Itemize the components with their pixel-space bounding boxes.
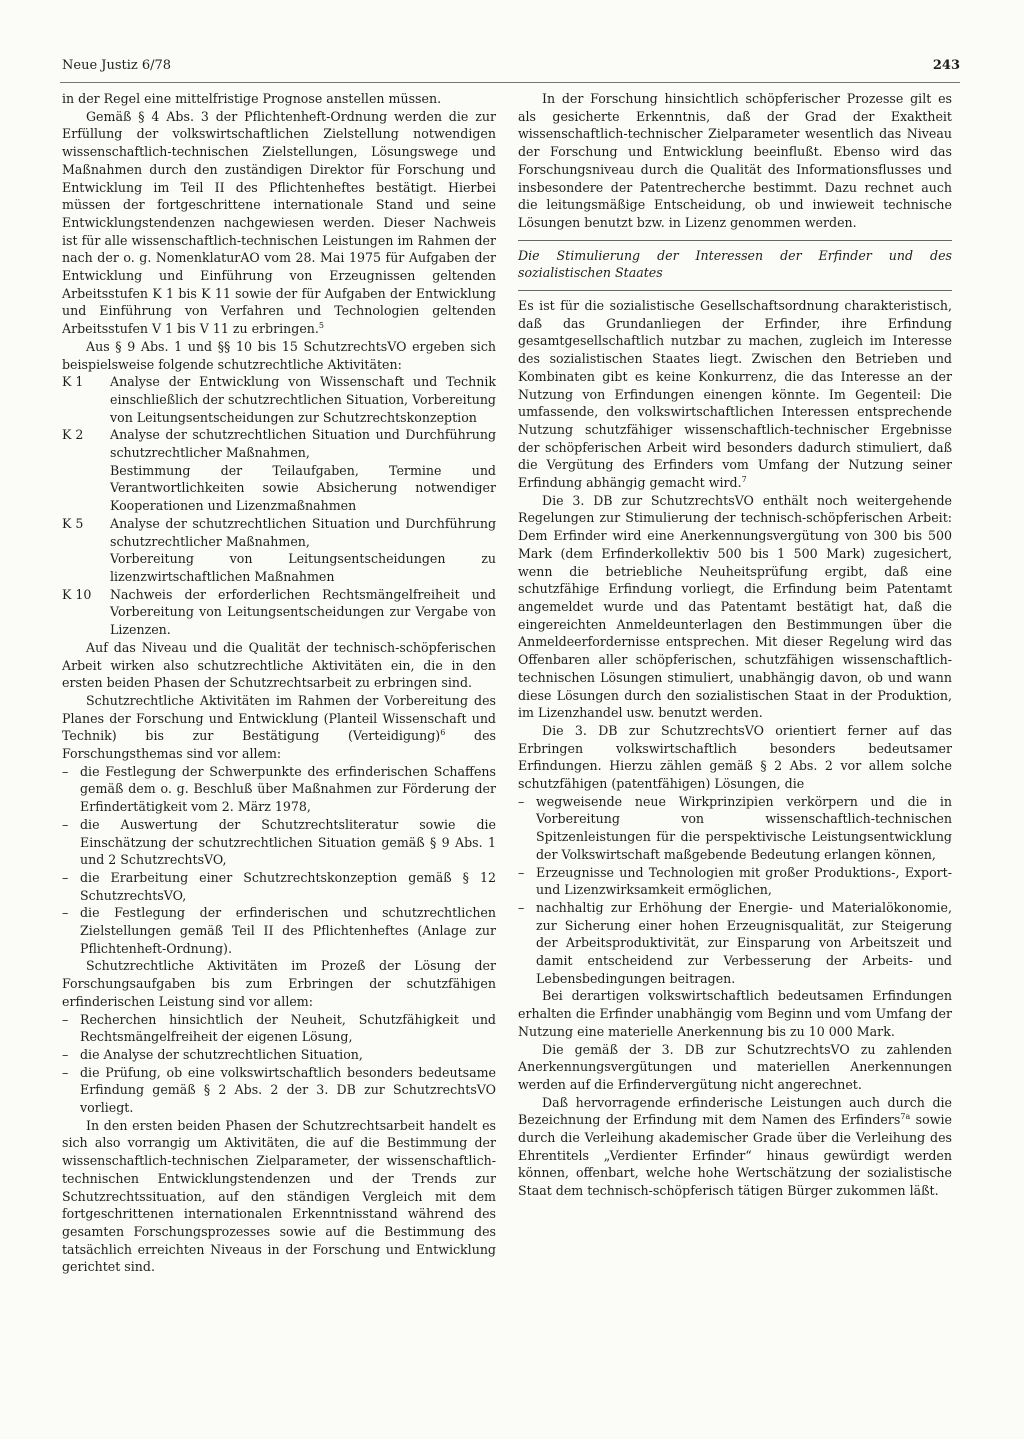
dash-item: – wegweisende neue Wirkprinzipien verkörpern und die in Vorbereitung von wissenschaftlich-technischen Spitzenleistungen für die perspektivische Leistungsentwicklung der Volkswirtschaft maßgebende Bedeutung erlangen können, (518, 793, 952, 862)
left-column (62, 90, 496, 1276)
item-text: Analyse der schutzrechtlichen Situation und Durchführung schutzrechtlicher Maßnahmen, (110, 515, 496, 549)
paragraph: Gemäß § 4 Abs. 3 der Pflichtenheft-Ordnung werden die zur Erfüllung der volkswirtschaftlichen Zielstellung notwendigen wissenschaftlich-technischen Zielstellungen, Lösungswege und Maßnahmen durch den zuständigen Direktor für Forschung und Entwicklung im Teil II des Pflichtenheftes bestätigt. Hierbei müssen der fortgeschrittene internationale Stand und seine Entwicklungstendenzen nachgewiesen werden. Dieser Nachweis ist für alle wissenschaftlich-technischen Leistungen im Rahmen der nach der o. g. NomenklaturAO vom 28. Mai 1975 für Aufgaben der Entwicklung und Einführung von Erzeugnissen geltenden Arbeitsstufen K 1 bis K 11 sowie der für Aufgaben der Entwicklung und Einführung von Verfahren und Technologien geltenden Arbeitsstufen V 1 bis V 11 zu erbringen.$^5$ (62, 108, 496, 337)
item-label: K 10 (62, 586, 92, 602)
item-text: Analyse der Entwicklung von Wissenschaft und Technik einschließlich der schutzrechtlichen Situation, Vorbereitung von Leitungsentscheidungen zur Schutzrechtskonzeption (110, 374, 496, 425)
footnote-ref: 7 (741, 474, 747, 484)
item-text: Analyse der schutzrechtlichen Situation und Durchführung schutzrechtlicher Maßnahmen, (110, 427, 496, 461)
dash-item: – die Auswertung der Schutzrechtsliteratur sowie die Einschätzung der schutzrechtlichen Situation gemäß § 9 Abs. 1 und 2 SchutzrechtsVO, (62, 816, 496, 868)
section-heading: Die Stimulierung der Interessen der Erfinder und des sozialistischen Staates (518, 247, 952, 281)
paragraph: In den ersten beiden Phasen der Schutzrechtsarbeit handelt es sich also vorrangig um Aktivitäten, die auf die Bestimmung der wissenschaftlich-technischen Zielparameter, der wissenschaftlich-technischen Entwicklungstendenzen und der Trends zur Schutzrechtssituation, auf den ständigen Vergleich mit dem fortgeschrittenen internationalen Erkenntnisstand während des gesamten Forschungsprozesses sowie auf die Bestimmung des tatsächlich erreichten Niveaus in der Forschung und Entwicklung gerichtet sind. (62, 1117, 496, 1275)
list-item (62, 515, 496, 550)
page-number: 243 (932, 58, 960, 73)
item-label: K 1 (62, 374, 84, 390)
right-column (518, 90, 952, 1200)
dash-item: – Erzeugnisse und Technologien mit großer Produktions-, Export- und Lizenzwirksamkeit ermöglichen, (518, 864, 952, 898)
dash-item: – nachhaltig zur Erhöhung der Energie- und Materialökonomie, zur Sicherung einer hohen Erzeugnisqualität, zur Steigerung der Arbeitsproduktivität, zur Einsparung von Arbeitszeit und damit entscheidend zur Verbesserung der Arbeits- und Lebensbedingungen beitragen. (518, 899, 952, 986)
paragraph: Die gemäß der 3. DB zur SchutzrechtsVO zu zahlenden Anerkennungsvergütungen und materiellen Anerkennungen werden auf die Erfindervergütung nicht angerechnet. (518, 1041, 952, 1092)
dash-item: – die Festlegung der Schwerpunkte des erfinderischen Schaffens gemäß dem o. g. Beschluß über Maßnahmen zur Förderung der Erfindertätigkeit vom 2. März 1978, (62, 763, 496, 815)
journal-title: Neue Justiz 6/78 (62, 58, 172, 73)
list-item (62, 426, 496, 461)
paragraph: Aus § 9 Abs. 1 und §§ 10 bis 15 SchutzrechtsVO ergeben sich beispielsweise folgende schutzrechtliche Aktivitäten: (62, 338, 496, 372)
running-header (60, 56, 960, 83)
paragraph: in der Regel eine mittelfristige Prognose anstellen müssen. (62, 91, 442, 106)
paragraph: Auf das Niveau und die Qualität der technisch-schöpferischen Arbeit wirken also schutzrechtliche Aktivitäten ein, die in den ersten beiden Phasen der Schutzrechtsarbeit zu erbringen sind. (62, 639, 496, 691)
item-text: Vorbereitung von Leitungsentscheidungen zu lizenzwirtschaftlichen Maßnahmen (110, 551, 496, 584)
section-divider (518, 290, 952, 291)
footnote-ref: 7a (900, 1112, 911, 1122)
paragraph: Die 3. DB zur SchutzrechtsVO enthält noch weitergehende Regelungen zur Stimulierung der technisch-schöpferischen Arbeit: Dem Erfinder wird eine Anerkennungsvergütung von 300 bis 500 Mark (dem Erfinderkollektiv 500 bis 1 500 Mark) zugesichert, wenn die betriebliche Neuheitsprüfung ergibt, daß eine schutzfähige Erfindung vorliegt, die Erfindung beim Patentamt angemeldet wurde und das Patentamt bestätigt hat, daß die eingereichten Anmeldeunterlagen den Bestimmungen über die Anmeldeerfordernisse entsprechen. Mit dieser Regelung wird das Offenbaren aller schöpferischen, schutzfähigen wissenschaftlich-technischen Lösungen stimuliert, unabhängig davon, ob und wann diese Lösungen durch den sozialistischen Staat in der Produktion, im Lizenzhandel usw. benutzt werden. (518, 492, 952, 721)
footnote-ref: 5 (318, 320, 325, 330)
item-text: Nachweis der erforderlichen Rechtsmängelfreiheit und Vorbereitung von Leitungsentscheidungen zur Vergabe von Lizenzen. (110, 586, 496, 638)
paragraph: In der Forschung hinsichtlich schöpferischer Prozesse gilt es als gesicherte Erkenntnis, daß der Grad der Exaktheit wissenschaftlich-technischer Zielparameter wesentlich das Niveau der Forschung und Entwicklung beeinflußt. Ebenso wird das Forschungsniveau durch die Qualität des Informationsflusses und insbesondere der Patentrecherche bestimmt. Dazu rechnet auch die leitungsmäßige Entscheidung, ob und inwieweit technische Lösungen benutzt bzw. in Lizenz genommen werden. (518, 91, 952, 230)
section-divider (518, 240, 952, 241)
paragraph: Es ist für die sozialistische Gesellschaftsordnung charakteristisch, daß das Grundanliegen der Erfinder, ihre Erfindung gesamtgesellschaftlich nutzbar zu machen, zugleich im Interesse des sozialistischen Staates liegt. Zwischen den Betrieben und Kombinaten gibt es keine Konkurrenz, die das Interesse an der Nutzung von Erfindungen einengen könnte. Im Gegenteil: Die umfassende, den volkswirtschaftlichen Interessen entsprechende Nutzung schutzfähiger wissenschaftlich-technischer Ergebnisse der schöpferischen Arbeit wird besonders dadurch stimuliert, daß die Vergütung des Erfinders vom Umfang der Nutzung seiner Erfindung abhängig gemacht wird.$^7$ (518, 298, 952, 491)
paragraph: Schutzrechtliche Aktivitäten im Rahmen der Vorbereitung des Planes der Forschung und Entwicklung (Planteil Wissenschaft und Technik) bis zur Bestätigung (Verteidigung)$^6$ des Forschungsthemas sind vor allem: (62, 692, 496, 762)
paragraph: Daß hervorragende erfinderische Leistungen auch durch die Bezeichnung der Erfindung mit dem Namen des Erfinders$^{7a}$ sowie durch die Verleihung akademischer Grade über die Verleihung des Ehrentitels „Verdienter Erfinder“ hinaus gewürdigt werden können, offenbart, welche hohe Wertschätzung der sozialistische Staat dem technisch-schöpferisch tätigen Bürger zukommen läßt. (518, 1094, 952, 1199)
dash-item: – die Analyse der schutzrechtlichen Situation, (62, 1046, 363, 1062)
item-label: K 5 (62, 515, 84, 531)
paragraph: Die 3. DB zur SchutzrechtsVO orientiert ferner auf das Erbringen volkswirtschaftlich besonders bedeutsamer Erfindungen. Hierzu zählen gemäß § 2 Abs. 2 vor allem solche schutzfähigen (patentfähigen) Lösungen, die (518, 722, 952, 792)
item-text: Bestimmung der Teilaufgaben, Termine und Verantwortlichkeiten sowie Absicherung notwendiger Kooperationen und Lizenzmaßnahmen (110, 462, 496, 514)
dash-item: – die Prüfung, ob eine volkswirtschaftlich besonders bedeutsame Erfindung gemäß § 2 Abs. 2 der 3. DB zur SchutzrechtsVO vorliegt. (62, 1064, 496, 1116)
list-item (62, 373, 496, 426)
item-label: K 2 (62, 427, 84, 443)
dash-item: – Recherchen hinsichtlich der Neuheit, Schutzfähigkeit und Rechtsmängelfreiheit der eigenen Lösung, (62, 1011, 496, 1045)
list-item (62, 586, 496, 639)
paragraph: Schutzrechtliche Aktivitäten im Prozeß der Lösung der Forschungsaufgaben bis zum Erbringen der schutzfähigen erfinderischen Leistung sind vor allem: (62, 958, 496, 1009)
paragraph: Bei derartigen volkswirtschaftlich bedeutsamen Erfindungen erhalten die Erfinder unabhängig vom Beginn und vom Umfang der Nutzung eine materielle Anerkennung bis zu 10 000 Mark. (518, 988, 952, 1039)
dash-item: – die Festlegung der erfinderischen und schutzrechtlichen Zielstellungen gemäß Teil II des Pflichtenheftes (Anlage zur Pflichtenheft-Ordnung). (62, 905, 496, 956)
dash-item: – die Erarbeitung einer Schutzrechtskonzeption gemäß § 12 SchutzrechtsVO, (62, 869, 496, 903)
footnote-ref: 6 (440, 728, 446, 738)
journal-page (60, 56, 960, 1275)
